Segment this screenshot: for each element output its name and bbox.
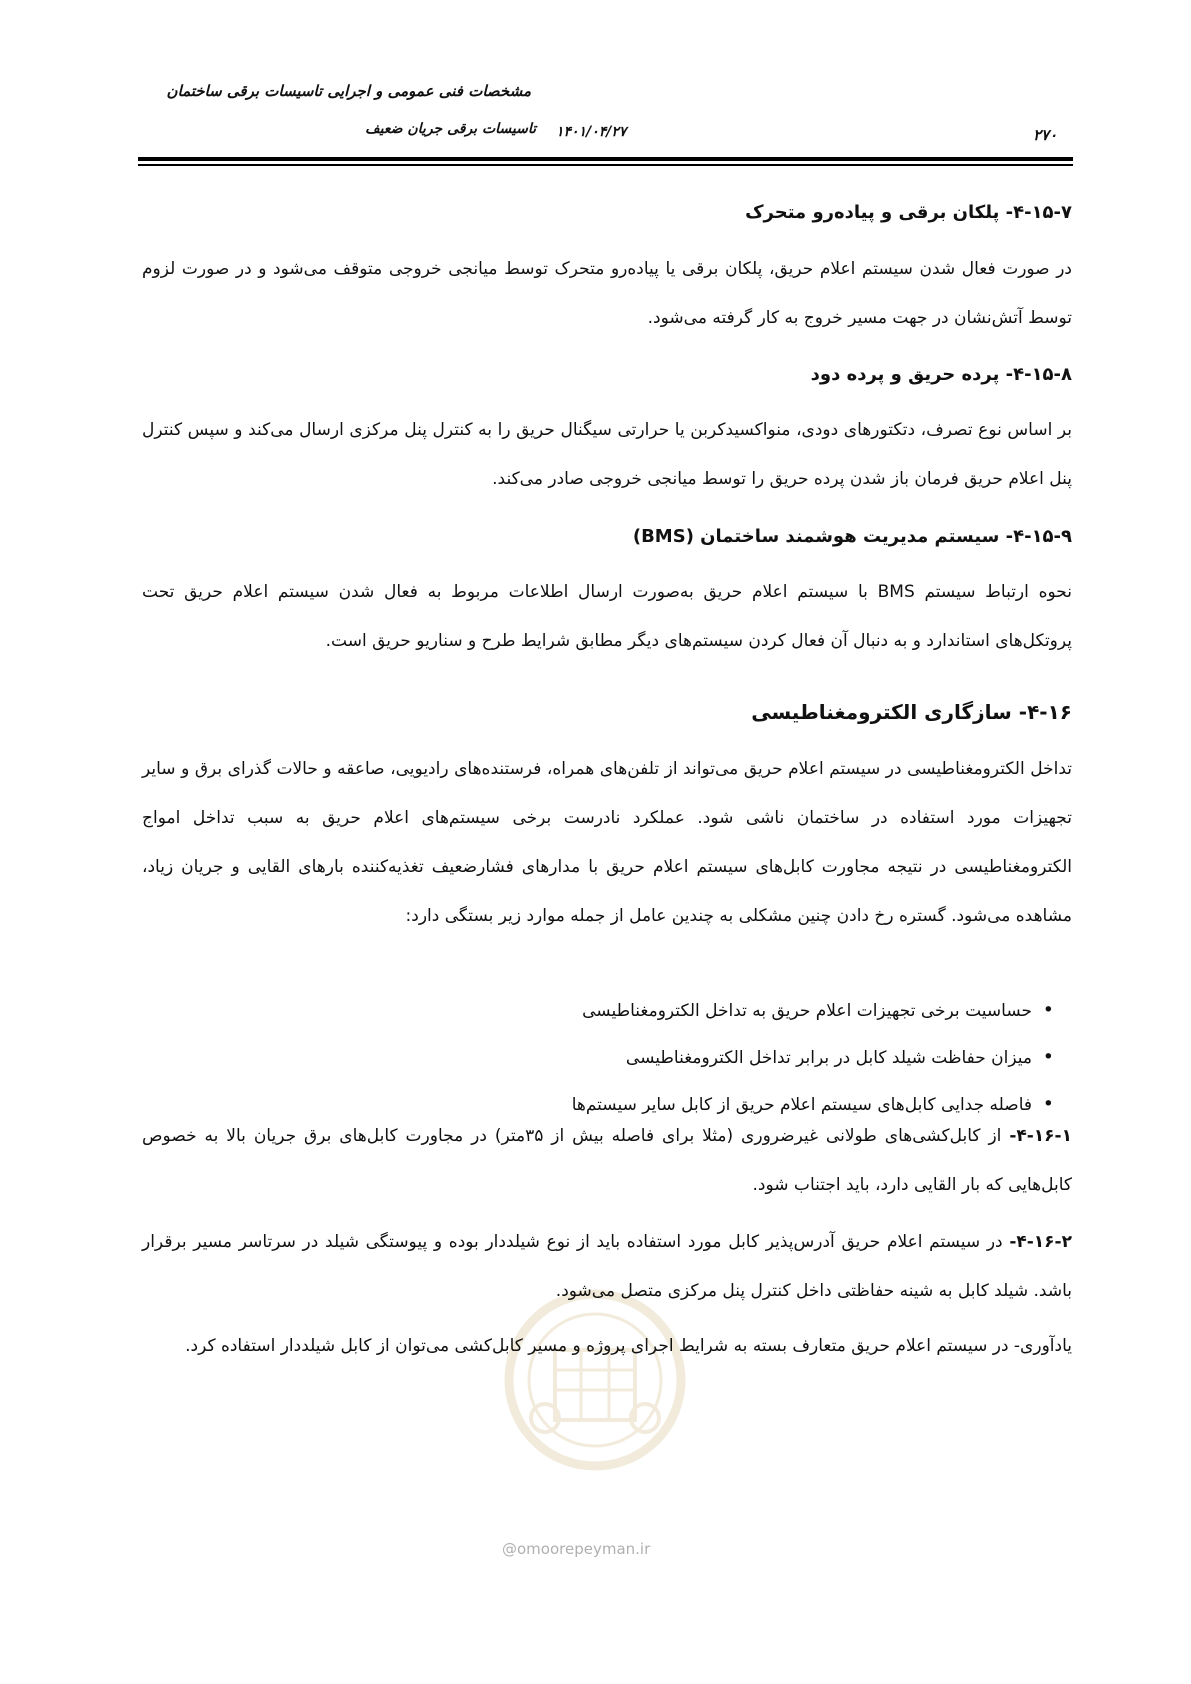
- clause-text: در سیستم اعلام حریق آدرس‌پذیر کابل مورد استفاده باید از نوع شیلددار بوده و پیوستگی شیلد در سرتاسر مسیر برقرار باشد. شیلد کابل به شینه حفاظتی داخل کنترل پنل مرکزی متصل می‌شود.: [142, 1232, 1072, 1301]
- clause-4-16-1: [142, 1112, 1072, 1210]
- section-text-4-15-7: در صورت فعال شدن سیستم اعلام حریق، پلکان برقی یا پیاده‌رو متحرک توسط میانجی خروجی متوقف می‌شود و در صورت لزوم توسط آتش‌نشان در جهت مسیر خروج به کار گرفته می‌شود.: [142, 259, 1072, 328]
- clause-number: ۴-۱۶-۲-: [1009, 1232, 1072, 1252]
- header-date: ۱۴۰۱/۰۴/۲۷: [556, 124, 627, 140]
- watermark-site: @omoorepeyman.ir: [502, 1540, 651, 1558]
- section-text-4-16: تداخل الکترومغناطیسی در سیستم اعلام حریق می‌تواند از تلفن‌های همراه، فرستنده‌های رادیویی، صاعقه و حالات گذرای برق و سایر تجهیزات مورد استفاده در ساختمان ناشی شود. عملکرد نادرست برخی سیستم‌های اعلام حریق به سبب تداخل امواج الکترومغناطیسی در نتیجه مجاورت کابل‌های سیستم اعلام حریق با مدارهای فشارضعیف تغذیه‌کننده بارهای القایی و جریان زیاد، مشاهده می‌شود. گستره رخ دادن چنین مشکلی به چندین عامل از جمله موارد زیر بستگی دارد:: [142, 759, 1072, 926]
- section-heading-4-15-7: ۴-۱۵-۷- پلکان برقی و پیاده‌رو متحرک: [745, 202, 1072, 223]
- clause-text: از کابل‌کشی‌های طولانی غیرضروری (مثلا برای فاصله بیش از ۳۵متر) در مجاورت کابل‌های برق جریان بالا به خصوص کابل‌هایی که بار القایی دارد، باید اجتناب شود.: [142, 1126, 1072, 1195]
- section-heading-4-15-8: ۴-۱۵-۸- پرده حریق و پرده دود: [810, 364, 1072, 385]
- factor-list: [142, 987, 1072, 1128]
- header-title: مشخصات فنی عمومی و اجرایی تاسیسات برقی ساختمان: [166, 82, 531, 100]
- page-number: ۲۷۰: [1033, 126, 1058, 144]
- section-text-4-15-9: نحوه ارتباط سیستم BMS با سیستم اعلام حریق به‌صورت ارسال اطلاعات مربوط به فعال شدن سیستم اعلام حریق تحت پروتکل‌های استاندارد و به دنبال آن فعال کردن سیستم‌های دیگر مطابق شرایط طرح و سناریو حریق است.: [142, 582, 1072, 651]
- section-heading-4-16: ۴-۱۶- سازگاری الکترومغناطیسی: [751, 700, 1072, 724]
- note-paragraph: یادآوری- در سیستم اعلام حریق متعارف بسته به شرایط اجرای پروژه و مسیر کابل‌کشی می‌توان از کابل شیلددار استفاده کرد.: [185, 1336, 1072, 1356]
- section-text-4-15-8: بر اساس نوع تصرف، دتکتورهای دودی، منواکسیدکربن یا حرارتی سیگنال حریق را به کنترل پنل مرکزی ارسال می‌کند و سپس کنترل پنل اعلام حریق فرمان باز شدن پرده حریق را توسط میانجی خروجی صادر می‌کند.: [142, 420, 1072, 489]
- header-rule-thick: [138, 157, 1073, 161]
- header-rule-thin: [138, 164, 1073, 166]
- clause-4-16-2: [142, 1218, 1072, 1316]
- list-item: • فاصله جدایی کابل‌های سیستم اعلام حریق از کابل سایر سیستم‌ها: [142, 1081, 1054, 1128]
- section-heading-4-15-9: ۴-۱۵-۹- سیستم مدیریت هوشمند ساختمان (BMS): [632, 526, 1072, 547]
- clause-number: ۴-۱۶-۱-: [1009, 1126, 1072, 1146]
- list-item: • میزان حفاظت شیلد کابل در برابر تداخل الکترومغناطیسی: [142, 1034, 1054, 1081]
- header-subtitle: تاسیسات برقی جریان ضعیف: [365, 121, 536, 137]
- list-item: • حساسیت برخی تجهیزات اعلام حریق به تداخل الکترومغناطیسی: [142, 987, 1054, 1034]
